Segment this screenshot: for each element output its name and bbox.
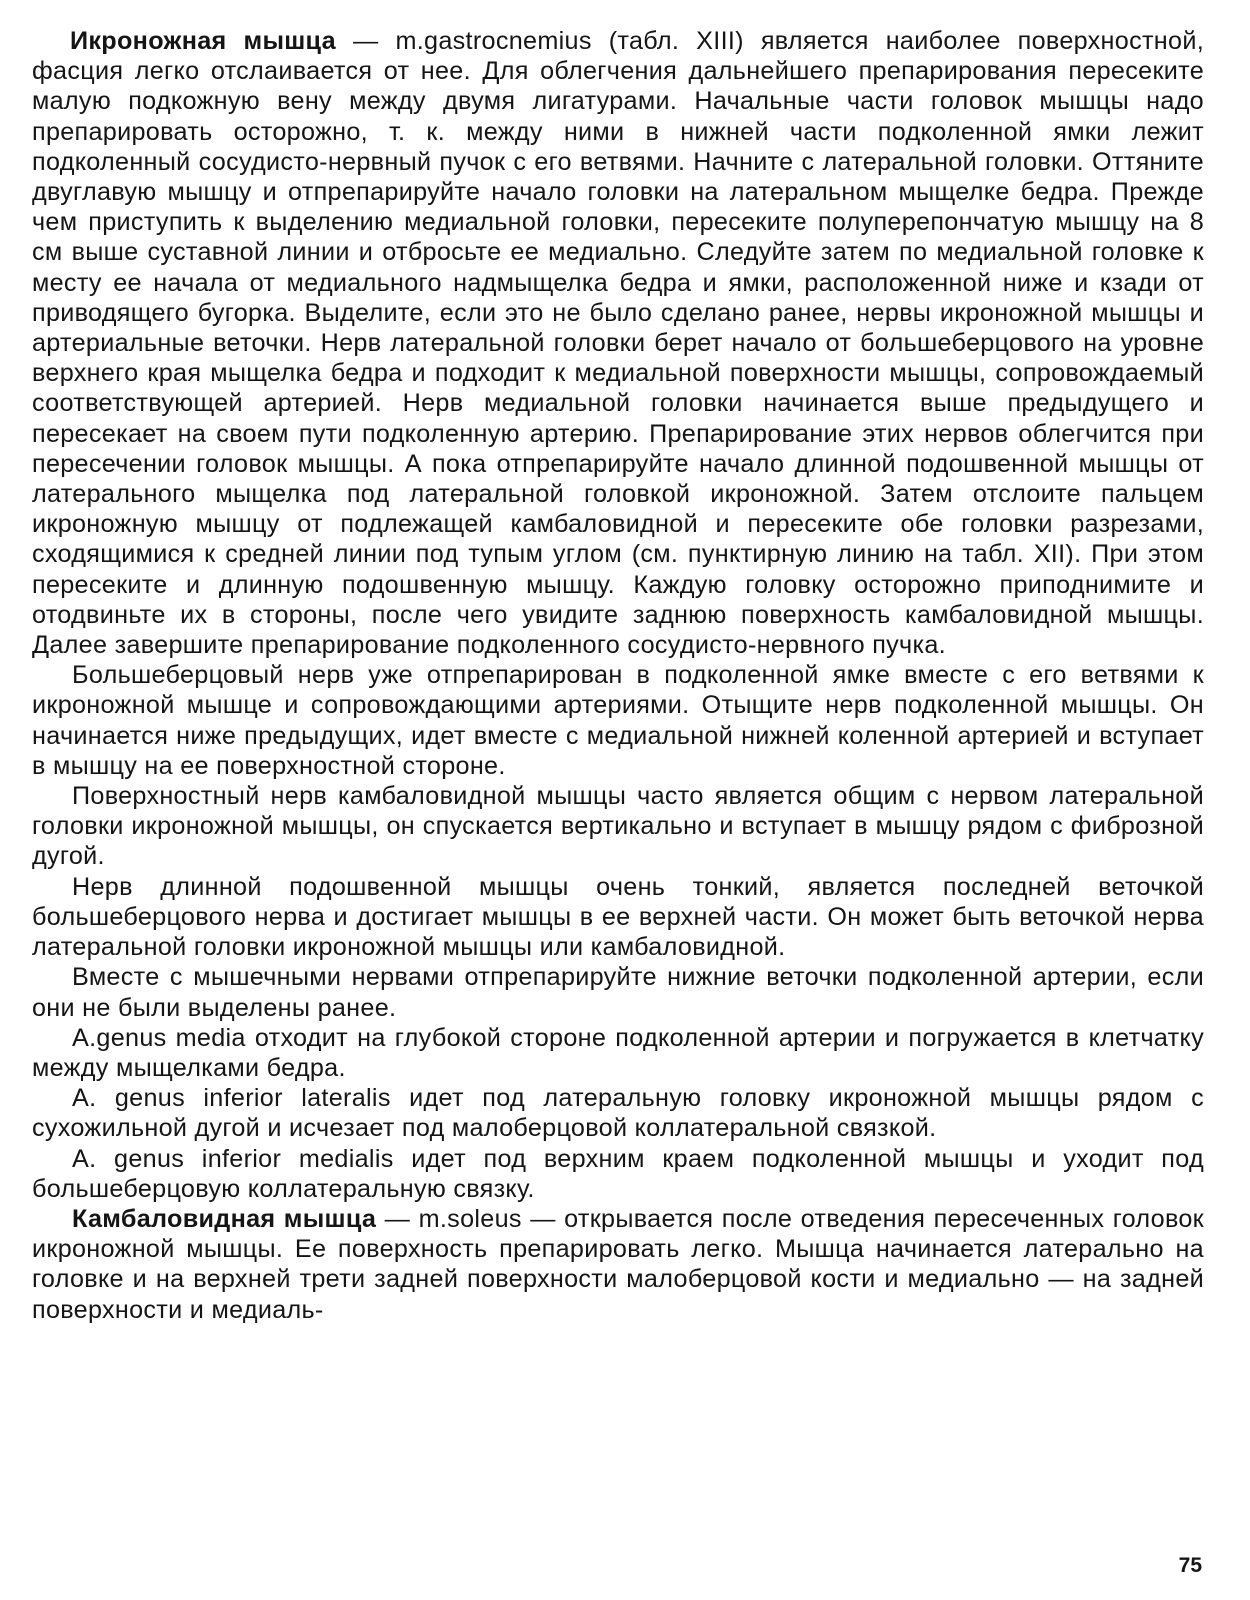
- paragraph-text: A.genus media отходит на глубокой стороне подколенной артерии и погружается в клетчатку между мыщелками бедра.: [32, 1023, 1204, 1082]
- paragraph-text: A. genus inferior medialis идет под верхним краем подколенной мышцы и уходит под большеберцовую коллатеральную связку.: [32, 1144, 1204, 1203]
- page-number: 75: [1178, 1554, 1202, 1577]
- paragraph-soleus-nerve: [32, 781, 1204, 872]
- paragraph-text: Вместе с мышечными нервами отпрепарируйте нижние веточки подколенной артерии, если они не были выделены ранее.: [32, 963, 1204, 1022]
- term-heading: Икроножная мышца: [70, 27, 336, 55]
- paragraph-popliteal-branches: [32, 962, 1204, 1022]
- paragraph-text: — m.soleus — открывается после отведения пересеченных головок икроножной мышцы. Ее поверхность препарировать легко. Мышца начинается латерально на головке и на верхней трети задней поверхности малоберцовой кости и медиально — на задней поверхности и медиаль-: [32, 1204, 1204, 1324]
- paragraph-genus-media: [32, 1023, 1204, 1083]
- paragraph-gastrocnemius: [32, 26, 1204, 660]
- paragraph-tibial-nerve: [32, 660, 1204, 781]
- paragraph-text: Большеберцовый нерв уже отпрепарирован в подколенной ямке вместе с его ветвями к икроножной мышце и сопровождающими артериями. Отыщите нерв подколенной мышцы. Он начинается ниже предыдущих, идет вместе с медиальной нижней коленной артерией и вступает в мышцу на ее поверхностной стороне.: [32, 661, 1204, 780]
- paragraph-text: — m.gastrocnemius (табл. XIII) является наиболее поверхностной, фасция легко отслаивается от нее. Для облегчения дальнейшего препарирования пересеките малую подкожную вену между двумя лигатурами. Начальные части головок мышцы надо препарировать осторожно, т. к. между ними в нижней части подколенной ямки лежит подколенный сосудисто-нервный пучок с его ветвями. Начните с латеральной головки. Оттяните двуглавую мышцу и отпрепарируйте начало головки на латеральном мыщелке бедра. Прежде чем приступить к выделению медиальной головки, пересеките полуперепончатую мышцу на 8 см выше суставной линии и отбросьте ее медиально. Следуйте затем по медиальной головке к месту ее начала от медиального надмыщелка бедра и ямки, расположенной ниже и кзади от приводящего бугорка. Выделите, если это не было сделано ранее, нервы икроножной мышцы и артериальные веточки. Нерв латеральной головки берет начало от большеберцового на уровне верхнего края мыщелка бедра и подходит к медиальной поверхности мышцы, сопровождаемый соответствующей артерией. Нерв медиальной головки начинается выше предыдущего и пересекает на своем пути подколенную артерию. Препарирование этих нервов облегчится при пересечении головок мышцы. А пока отпрепарируйте начало длинной подошвенной мышцы от латерального мыщелка под латеральной головкой икроножной. Затем отслоите пальцем икроножную мышцу от подлежащей камбаловидной и пересеките обе головки разрезами, сходящимися к средней линии под тупым углом (см. пунктирную линию на табл. XII). При этом пересеките и длинную подошвенную мышцу. Каждую головку осторожно приподнимите и отодвиньте их в стороны, после чего увидите заднюю поверхность камбаловидной мышцы. Далее завершите препарирование подколенного сосудисто-нервного пучка.: [32, 27, 1204, 660]
- paragraph-text: Поверхностный нерв камбаловидной мышцы часто является общим с нервом латеральной головки икроножной мышцы, он спускается вертикально и вступает в мышцу рядом с фиброзной дугой.: [32, 782, 1204, 871]
- paragraph-text: Нерв длинной подошвенной мышцы очень тонкий, является последней веточкой большеберцового нерва и достигает мышцы в ее верхней части. Он может быть веточкой нерва латеральной головки икроножной мышцы или камбаловидной.: [32, 872, 1204, 962]
- paragraph-text: A. genus inferior lateralis идет под латеральную головку икроножной мышцы рядом с сухожильной дугой и исчезает под малоберцовой коллатеральной связкой.: [32, 1084, 1204, 1143]
- paragraph-soleus: [32, 1204, 1204, 1325]
- document-page: [32, 26, 1204, 1325]
- term-heading: Камбаловидная мышца: [72, 1204, 377, 1233]
- paragraph-genus-inferior-medialis: [32, 1144, 1204, 1204]
- paragraph-genus-inferior-lateralis: [32, 1083, 1204, 1143]
- paragraph-plantaris-nerve: [32, 872, 1204, 963]
